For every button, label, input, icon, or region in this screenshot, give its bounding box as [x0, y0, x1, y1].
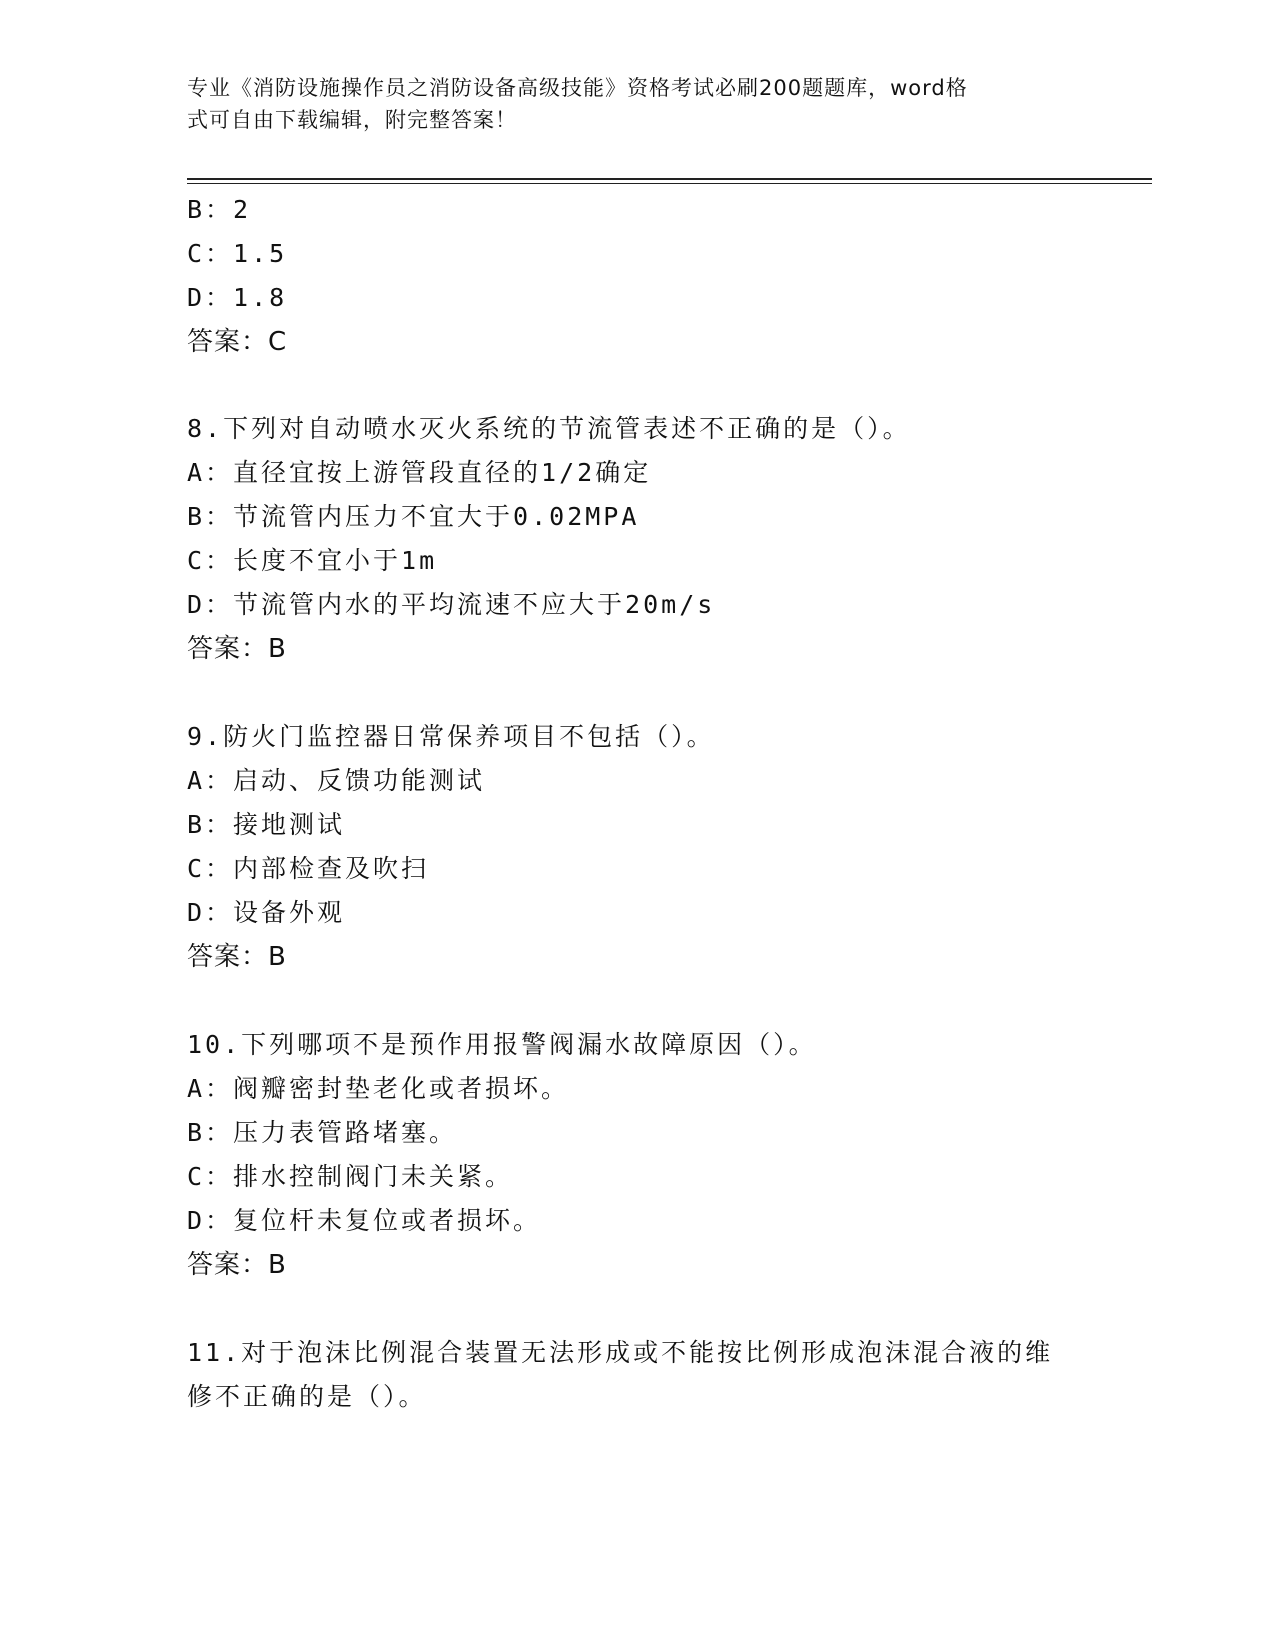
- q10-option-d: D：复位杆未复位或者损坏。: [187, 1206, 542, 1235]
- header-line-2: 式可自由下载编辑，附完整答案！: [187, 108, 517, 132]
- header-divider-thick: [187, 178, 1152, 180]
- q8-option-d: D：节流管内水的平均流速不应大于20m/s: [187, 590, 716, 619]
- prev-option-b: B：2: [187, 195, 252, 224]
- prev-option-d: D：1.8: [187, 283, 288, 312]
- q9-option-b: B：接地测试: [187, 810, 346, 839]
- q8-option-c: C：长度不宜小于1m: [187, 546, 438, 575]
- q10-option-c: C：排水控制阀门未关紧。: [187, 1162, 514, 1191]
- q10-option-a: A：阀瓣密封垫老化或者损坏。: [187, 1074, 570, 1103]
- q8-option-a: A：直径宜按上游管段直径的1/2确定: [187, 458, 652, 487]
- prev-answer: 答案：C: [187, 327, 288, 357]
- header-divider-thin: [187, 183, 1152, 184]
- q9-option-d: D：设备外观: [187, 898, 346, 927]
- q9-answer: 答案：B: [187, 942, 287, 972]
- q8-option-b: B：节流管内压力不宜大于0.02MPA: [187, 502, 640, 531]
- q10-answer: 答案：B: [187, 1250, 287, 1280]
- q9-option-a: A：启动、反馈功能测试: [187, 766, 486, 795]
- q8-stem: 8.下列对自动喷水灭火系统的节流管表述不正确的是（）。: [187, 414, 911, 443]
- q10-option-b: B：压力表管路堵塞。: [187, 1118, 458, 1147]
- q9-stem: 9.防火门监控器日常保养项目不包括（）。: [187, 722, 715, 751]
- q8-answer: 答案：B: [187, 634, 287, 664]
- header-line-1: 专业《消防设施操作员之消防设备高级技能》资格考试必刷200题题库，word格: [187, 76, 968, 100]
- document-header: [187, 72, 1067, 136]
- q9-option-c: C：内部检查及吹扫: [187, 854, 430, 883]
- q11-stem-line-2: 修不正确的是（）。: [187, 1382, 427, 1411]
- q11-stem-line-1: 11.对于泡沫比例混合装置无法形成或不能按比例形成泡沫混合液的维: [187, 1338, 1054, 1367]
- q10-stem: 10.下列哪项不是预作用报警阀漏水故障原因（）。: [187, 1030, 817, 1059]
- prev-option-c: C：1.5: [187, 239, 288, 268]
